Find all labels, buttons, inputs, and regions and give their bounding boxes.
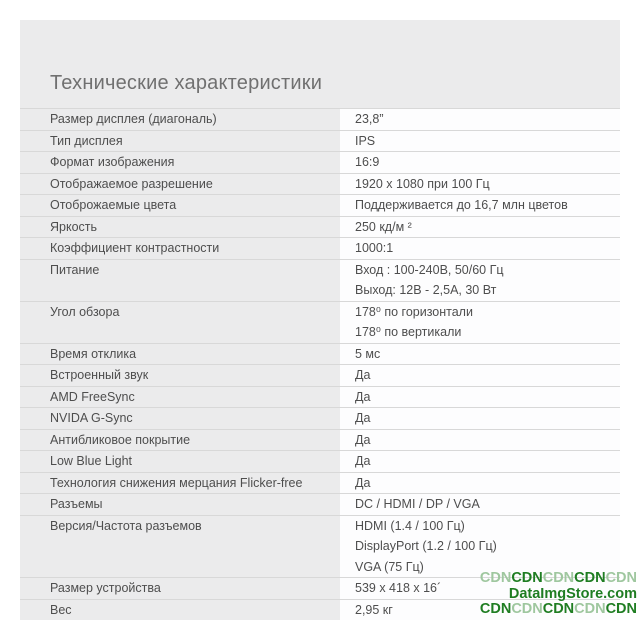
watermark-segment: CDN xyxy=(511,570,543,586)
watermark-line-1 xyxy=(480,571,637,587)
spec-value xyxy=(340,494,620,515)
spec-row xyxy=(20,237,620,259)
watermark-segment: CDN xyxy=(605,601,637,617)
spec-label xyxy=(20,195,340,216)
spec-label xyxy=(20,344,340,365)
spec-value xyxy=(340,152,620,173)
spec-row xyxy=(20,259,620,301)
spec-value xyxy=(340,302,620,343)
spec-value-line: 1000:1 xyxy=(355,241,394,255)
spec-label xyxy=(20,131,340,152)
spec-label-text: Время отклика xyxy=(50,346,137,361)
spec-value-line: 178⁰ по горизонтали xyxy=(355,304,473,319)
spec-row xyxy=(20,343,620,365)
spec-row xyxy=(20,515,620,578)
watermark-segment: CDN xyxy=(574,570,606,586)
spec-value-line: 1920 x 1080 при 100 Гц xyxy=(355,176,490,191)
spec-label-text: Отображаемое разрешение xyxy=(50,176,213,191)
spec-value-line: IPS xyxy=(355,133,376,148)
spec-value-line: Да xyxy=(355,411,371,425)
spec-label xyxy=(20,516,340,578)
spec-label xyxy=(20,152,340,173)
spec-label xyxy=(20,109,340,130)
spec-label xyxy=(20,387,340,408)
spec-table xyxy=(20,108,620,620)
spec-row xyxy=(20,301,620,343)
spec-label-text: NVIDA G-Sync xyxy=(50,411,133,425)
spec-label xyxy=(20,302,340,343)
spec-label-text: Размер устройства xyxy=(50,581,161,595)
watermark-segment: CDN xyxy=(479,570,512,586)
spec-row xyxy=(20,386,620,408)
spec-value-line: 5 мс xyxy=(355,346,381,361)
spec-label-text: Версия/Частота разъемов xyxy=(50,518,202,533)
spec-label-text: Вес xyxy=(50,602,72,617)
spec-value-line: DC / HDMI / DP / VGA xyxy=(355,497,480,511)
spec-value-line: HDMI (1.4 / 100 Гц) xyxy=(355,518,465,533)
spec-value xyxy=(340,195,620,216)
watermark-segment: CDN xyxy=(542,570,575,586)
spec-label-text: Технология снижения мерцания Flicker-free xyxy=(50,475,303,490)
spec-value-line: VGA (75 Гц) xyxy=(355,559,424,574)
spec-value-line: Да xyxy=(355,389,371,404)
spec-row xyxy=(20,216,620,238)
spec-value xyxy=(340,430,620,451)
spec-label-text: Разъемы xyxy=(50,497,103,511)
card-header xyxy=(20,20,620,108)
spec-value-line: DisplayPort (1.2 / 100 Гц) xyxy=(355,539,497,553)
spec-value xyxy=(340,217,620,238)
spec-label xyxy=(20,365,340,386)
spec-label-text: Антибликовое покрытие xyxy=(50,432,191,447)
spec-row xyxy=(20,194,620,216)
spec-label-text: Low Blue Light xyxy=(50,454,133,468)
spec-value-line: 539 x 418 x 16´ xyxy=(355,581,442,595)
spec-row xyxy=(20,429,620,451)
spec-value xyxy=(340,365,620,386)
spec-label xyxy=(20,260,340,301)
spec-value xyxy=(340,516,620,578)
spec-label-text: Питание xyxy=(50,262,100,277)
spec-value xyxy=(340,473,620,494)
spec-label-text: Угол обзора xyxy=(50,304,120,319)
spec-value xyxy=(340,174,620,195)
spec-value-line: Да xyxy=(355,432,371,447)
spec-row xyxy=(20,130,620,152)
spec-label xyxy=(20,217,340,238)
spec-label-text: Формат изображения xyxy=(50,155,175,169)
spec-card xyxy=(20,20,620,620)
spec-value-line: Да xyxy=(355,454,371,468)
spec-row xyxy=(20,472,620,494)
spec-label xyxy=(20,238,340,259)
watermark-line-2: DataImgStore.com xyxy=(508,585,637,602)
page-title: Технические характеристики xyxy=(50,72,323,94)
watermark-segment: CDN xyxy=(542,601,575,617)
spec-label-text: Отоброжаемые цвета xyxy=(50,198,177,212)
spec-value-line: Поддерживается до 16,7 млн цветов xyxy=(355,198,568,212)
spec-value-line: Да xyxy=(355,475,371,490)
spec-value-line: 16:9 xyxy=(355,155,380,169)
spec-row xyxy=(20,407,620,429)
spec-value xyxy=(340,238,620,259)
spec-label xyxy=(20,578,340,599)
watermark xyxy=(480,571,637,618)
spec-value-line: 2,95 кг xyxy=(355,602,393,617)
spec-label-text: Размер дисплея (диагональ) xyxy=(50,112,217,126)
spec-label-text: Яркость xyxy=(50,219,98,234)
spec-value xyxy=(340,109,620,130)
spec-row xyxy=(20,364,620,386)
spec-label xyxy=(20,174,340,195)
spec-value xyxy=(340,387,620,408)
spec-value-line: 23,8” xyxy=(355,112,384,126)
watermark-segment: CDN xyxy=(574,601,606,617)
watermark-segment: CDN xyxy=(479,601,512,617)
spec-row xyxy=(20,493,620,515)
watermark-segment: CDN xyxy=(511,601,543,617)
spec-value xyxy=(340,131,620,152)
spec-row xyxy=(20,151,620,173)
spec-value-line: Вход : 100-240В, 50/60 Гц xyxy=(355,262,504,277)
spec-label xyxy=(20,494,340,515)
spec-label xyxy=(20,600,340,621)
spec-row xyxy=(20,450,620,472)
spec-value-line: 250 кд/м ² xyxy=(355,219,412,234)
spec-label-text: Тип дисплея xyxy=(50,133,123,148)
spec-value-line: Да xyxy=(355,368,371,382)
spec-value xyxy=(340,344,620,365)
spec-value xyxy=(340,451,620,472)
spec-value-line: 178⁰ по вертикали xyxy=(355,325,462,339)
spec-label xyxy=(20,430,340,451)
spec-value xyxy=(340,408,620,429)
spec-label xyxy=(20,473,340,494)
spec-label-text: Коэффициент контрастности xyxy=(50,241,220,255)
spec-value-line: Выход: 12В - 2,5А, 30 Вт xyxy=(355,283,497,297)
watermark-line-3 xyxy=(480,602,637,618)
spec-row xyxy=(20,108,620,130)
spec-label xyxy=(20,408,340,429)
spec-label xyxy=(20,451,340,472)
watermark-segment: CDN xyxy=(605,570,637,586)
spec-row xyxy=(20,173,620,195)
spec-label-text: Встроенный звук xyxy=(50,368,149,382)
spec-label-text: AMD FreeSync xyxy=(50,389,135,404)
spec-value xyxy=(340,260,620,301)
